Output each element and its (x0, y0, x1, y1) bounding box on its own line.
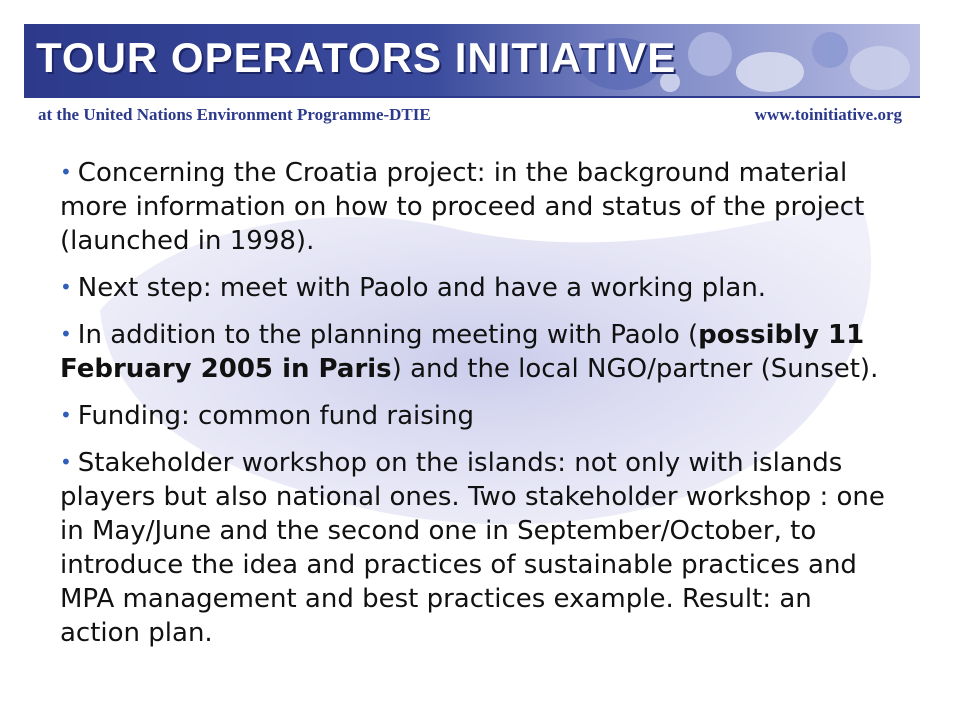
bullet-icon: • (60, 403, 72, 427)
bullet-item (60, 270, 900, 305)
bullet-icon: • (60, 322, 72, 346)
bullet-text: Next step: meet with Paolo and have a working plan. (77, 273, 767, 303)
bullet-text: Concerning the Croatia project: in the background material more information on how to proceed and status of the project (launched in 1998). (60, 158, 865, 256)
bullet-text-bold: possibly 11 February 2005 in Paris (60, 320, 865, 384)
header-banner (24, 24, 920, 130)
banner-url: www.toinitiative.org (754, 105, 902, 124)
bullet-icon: • (60, 450, 72, 474)
bullet-text-pre: In addition to the planning meeting with Paolo ( (77, 320, 699, 350)
bullet-list (60, 155, 900, 662)
banner-subtitle: at the United Nations Environment Programme-DTIE (38, 105, 431, 124)
bullet-item (60, 155, 900, 258)
bullet-text-post: ) and the local NGO/partner (Sunset). (391, 354, 879, 384)
bullet-icon: • (60, 275, 72, 299)
banner-title: TOUR OPERATORS INITIATIVE (36, 34, 677, 81)
bullet-icon: • (60, 160, 72, 184)
bullet-text: Funding: common fund raising (77, 401, 475, 431)
bullet-item (60, 317, 900, 386)
banner-subtitle-bar (24, 96, 920, 130)
bullet-item (60, 445, 900, 650)
bullet-text: Stakeholder workshop on the islands: not only with islands players but also national ones. Two stakeholder workshop : one in May/June and the second one in September/October, to introduce the idea and practices of sustainable practices and MPA management and best practices example. Result: an action plan. (60, 448, 885, 648)
banner-top (24, 24, 920, 96)
bullet-item (60, 398, 900, 433)
